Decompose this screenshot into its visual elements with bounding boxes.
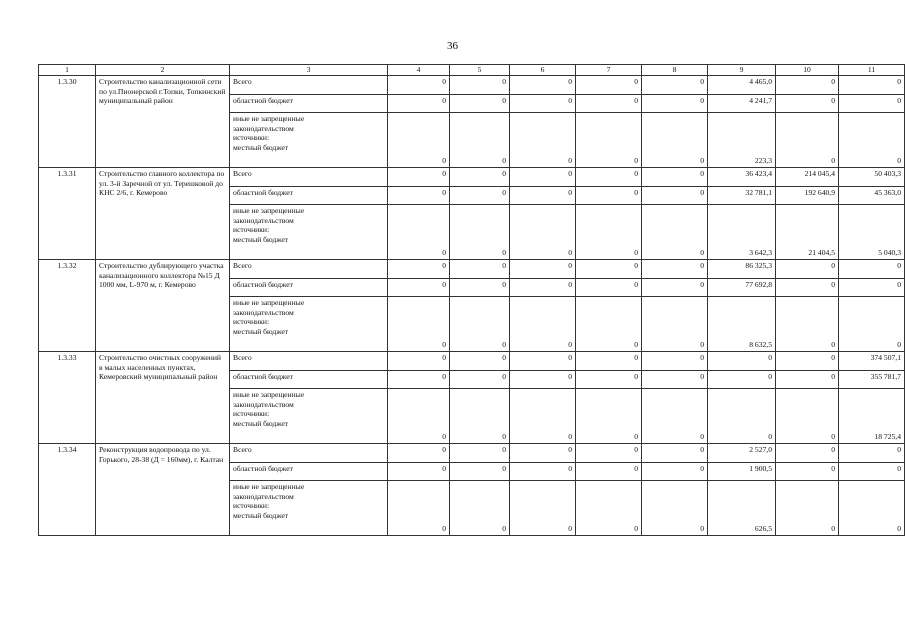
item-code: 1.3.32 [39, 260, 96, 352]
table-body [39, 76, 905, 536]
source-total-label: Всего [230, 76, 388, 95]
total-value: 0 [388, 352, 450, 371]
total-value: 0 [450, 444, 510, 463]
regional-value: 0 [450, 187, 510, 205]
local-value: 0 [576, 113, 642, 168]
local-value: 5 040,3 [839, 205, 905, 260]
total-value: 374 507,1 [839, 352, 905, 371]
local-value: 0 [776, 113, 839, 168]
total-value: 0 [510, 260, 576, 279]
source-other-line: иные не запрещенные [233, 482, 305, 491]
local-value: 0 [450, 205, 510, 260]
local-value: 0 [576, 389, 642, 444]
total-value: 0 [576, 352, 642, 371]
local-value: 0 [450, 113, 510, 168]
source-other-label [230, 389, 388, 444]
local-value: 223,3 [708, 113, 776, 168]
table-row-total [39, 444, 905, 463]
regional-value: 0 [510, 187, 576, 205]
local-value: 626,5 [708, 481, 776, 536]
regional-value: 0 [510, 95, 576, 113]
item-name: Строительство канализационной сети по ул.Пионерской г.Топки, Топкинский муниципальный район [96, 76, 230, 168]
regional-value: 0 [776, 279, 839, 297]
regional-value: 0 [642, 279, 708, 297]
total-value: 36 423,4 [708, 168, 776, 187]
table-row-total [39, 168, 905, 187]
total-value: 214 045,4 [776, 168, 839, 187]
regional-value: 0 [576, 187, 642, 205]
source-other-line: иные не запрещенные [233, 206, 305, 215]
total-value: 0 [510, 168, 576, 187]
item-code: 1.3.31 [39, 168, 96, 260]
local-value: 0 [510, 205, 576, 260]
regional-value: 0 [388, 279, 450, 297]
column-header: 6 [510, 65, 576, 76]
regional-value: 0 [450, 463, 510, 481]
total-value: 0 [839, 76, 905, 95]
source-other-label [230, 297, 388, 352]
local-value: 0 [576, 205, 642, 260]
source-other-line: местный бюджет [233, 510, 289, 520]
regional-value: 0 [642, 371, 708, 389]
local-value: 0 [776, 297, 839, 352]
source-other-line: источники: [233, 317, 270, 327]
budget-table [38, 64, 905, 536]
regional-value: 0 [450, 279, 510, 297]
local-value: 8 632,5 [708, 297, 776, 352]
local-value: 0 [510, 113, 576, 168]
total-value: 0 [776, 76, 839, 95]
local-value: 0 [776, 481, 839, 536]
local-value: 0 [510, 481, 576, 536]
source-regional-label: областной бюджет [230, 463, 388, 481]
local-value: 0 [839, 481, 905, 536]
total-value: 0 [839, 260, 905, 279]
source-other-line: иные не запрещенные [233, 298, 305, 307]
source-other-line: иные не запрещенные [233, 114, 305, 123]
source-regional-label: областной бюджет [230, 279, 388, 297]
source-total-label: Всего [230, 260, 388, 279]
regional-value: 0 [839, 95, 905, 113]
regional-value: 0 [642, 187, 708, 205]
regional-value: 0 [576, 95, 642, 113]
source-other-line: источники: [233, 409, 270, 419]
regional-value: 1 900,5 [708, 463, 776, 481]
regional-value: 0 [388, 463, 450, 481]
regional-value: 77 692,8 [708, 279, 776, 297]
total-value: 0 [642, 352, 708, 371]
total-value: 0 [642, 76, 708, 95]
item-name: Строительство дублирующего участка канализационного коллектора №15 Д 1000 мм, L-970 м, г. Кемерово [96, 260, 230, 352]
regional-value: 192 640,9 [776, 187, 839, 205]
source-other-label [230, 205, 388, 260]
local-value: 0 [450, 481, 510, 536]
local-value: 0 [510, 389, 576, 444]
total-value: 0 [388, 444, 450, 463]
total-value: 0 [510, 76, 576, 95]
total-value: 0 [642, 444, 708, 463]
regional-value: 0 [388, 187, 450, 205]
total-value: 0 [839, 444, 905, 463]
total-value: 0 [708, 352, 776, 371]
source-total-label: Всего [230, 444, 388, 463]
source-other-line: законодательством [233, 399, 294, 409]
source-other-line: законодательством [233, 491, 294, 501]
total-value: 0 [510, 352, 576, 371]
regional-value: 0 [576, 279, 642, 297]
local-value: 0 [642, 205, 708, 260]
regional-value: 0 [450, 371, 510, 389]
item-name: Строительство очистных сооружений в малых населенных пунктах, Кемеровский муниципальный район [96, 352, 230, 444]
regional-value: 0 [510, 463, 576, 481]
column-header: 9 [708, 65, 776, 76]
column-header: 5 [450, 65, 510, 76]
total-value: 4 465,0 [708, 76, 776, 95]
total-value: 0 [510, 444, 576, 463]
local-value: 18 725,4 [839, 389, 905, 444]
regional-value: 0 [388, 371, 450, 389]
source-other-line: законодательством [233, 307, 294, 317]
local-value: 0 [388, 481, 450, 536]
total-value: 0 [642, 168, 708, 187]
regional-value: 0 [776, 371, 839, 389]
page-number: 36 [447, 40, 458, 52]
source-other-line: источники: [233, 501, 270, 511]
source-other-line: местный бюджет [233, 142, 289, 152]
column-header: 10 [776, 65, 839, 76]
local-value: 0 [388, 389, 450, 444]
total-value: 0 [776, 352, 839, 371]
header-row [39, 65, 905, 76]
regional-value: 0 [776, 95, 839, 113]
item-code: 1.3.34 [39, 444, 96, 536]
regional-value: 0 [839, 279, 905, 297]
regional-value: 0 [510, 371, 576, 389]
local-value: 3 642,3 [708, 205, 776, 260]
total-value: 0 [642, 260, 708, 279]
regional-value: 0 [450, 95, 510, 113]
source-regional-label: областной бюджет [230, 95, 388, 113]
total-value: 50 403,3 [839, 168, 905, 187]
source-other-line: законодательством [233, 215, 294, 225]
local-value: 0 [642, 481, 708, 536]
column-header: 1 [39, 65, 96, 76]
regional-value: 355 781,7 [839, 371, 905, 389]
local-value: 0 [576, 481, 642, 536]
source-other-label [230, 481, 388, 536]
local-value: 0 [388, 113, 450, 168]
total-value: 0 [450, 76, 510, 95]
local-value: 0 [708, 389, 776, 444]
column-header: 8 [642, 65, 708, 76]
column-header: 2 [96, 65, 230, 76]
item-name: Строительство главного коллектора по ул. 3-й Заречной от ул. Терешковой до КНС 2/6, г. Кемерово [96, 168, 230, 260]
source-other-label [230, 113, 388, 168]
column-header: 3 [230, 65, 388, 76]
total-value: 0 [450, 352, 510, 371]
regional-value: 0 [388, 95, 450, 113]
regional-value: 45 363,0 [839, 187, 905, 205]
source-other-line: иные не запрещенные [233, 390, 305, 399]
source-total-label: Всего [230, 168, 388, 187]
regional-value: 0 [576, 463, 642, 481]
regional-value: 0 [776, 463, 839, 481]
local-value: 21 404,5 [776, 205, 839, 260]
total-value: 0 [776, 444, 839, 463]
source-total-label: Всего [230, 352, 388, 371]
regional-value: 0 [576, 371, 642, 389]
column-header: 4 [388, 65, 450, 76]
local-value: 0 [576, 297, 642, 352]
column-header: 7 [576, 65, 642, 76]
source-other-line: законодательством [233, 123, 294, 133]
local-value: 0 [642, 297, 708, 352]
table-row-total [39, 260, 905, 279]
local-value: 0 [839, 297, 905, 352]
total-value: 0 [576, 444, 642, 463]
source-other-line: местный бюджет [233, 234, 289, 244]
source-other-line: местный бюджет [233, 326, 289, 336]
total-value: 0 [388, 260, 450, 279]
total-value: 0 [388, 76, 450, 95]
total-value: 0 [388, 168, 450, 187]
source-regional-label: областной бюджет [230, 187, 388, 205]
total-value: 0 [576, 168, 642, 187]
total-value: 0 [576, 260, 642, 279]
table-row-total [39, 352, 905, 371]
local-value: 0 [388, 297, 450, 352]
local-value: 0 [642, 389, 708, 444]
local-value: 0 [839, 113, 905, 168]
regional-value: 32 781,1 [708, 187, 776, 205]
local-value: 0 [642, 113, 708, 168]
table-row-total [39, 76, 905, 95]
regional-value: 0 [642, 463, 708, 481]
regional-value: 4 241,7 [708, 95, 776, 113]
total-value: 86 325,3 [708, 260, 776, 279]
regional-value: 0 [839, 463, 905, 481]
local-value: 0 [776, 389, 839, 444]
total-value: 0 [450, 260, 510, 279]
source-regional-label: областной бюджет [230, 371, 388, 389]
source-other-line: местный бюджет [233, 418, 289, 428]
regional-value: 0 [708, 371, 776, 389]
local-value: 0 [450, 297, 510, 352]
total-value: 0 [776, 260, 839, 279]
source-other-line: источники: [233, 225, 270, 235]
local-value: 0 [388, 205, 450, 260]
column-header: 11 [839, 65, 905, 76]
source-other-line: источники: [233, 133, 270, 143]
regional-value: 0 [642, 95, 708, 113]
item-code: 1.3.33 [39, 352, 96, 444]
total-value: 0 [576, 76, 642, 95]
item-code: 1.3.30 [39, 76, 96, 168]
local-value: 0 [450, 389, 510, 444]
total-value: 2 527,0 [708, 444, 776, 463]
item-name: Реконструкция водопровода по ул. Горького, 28-38 (Д = 160мм), г. Калтан [96, 444, 230, 536]
local-value: 0 [510, 297, 576, 352]
total-value: 0 [450, 168, 510, 187]
regional-value: 0 [510, 279, 576, 297]
